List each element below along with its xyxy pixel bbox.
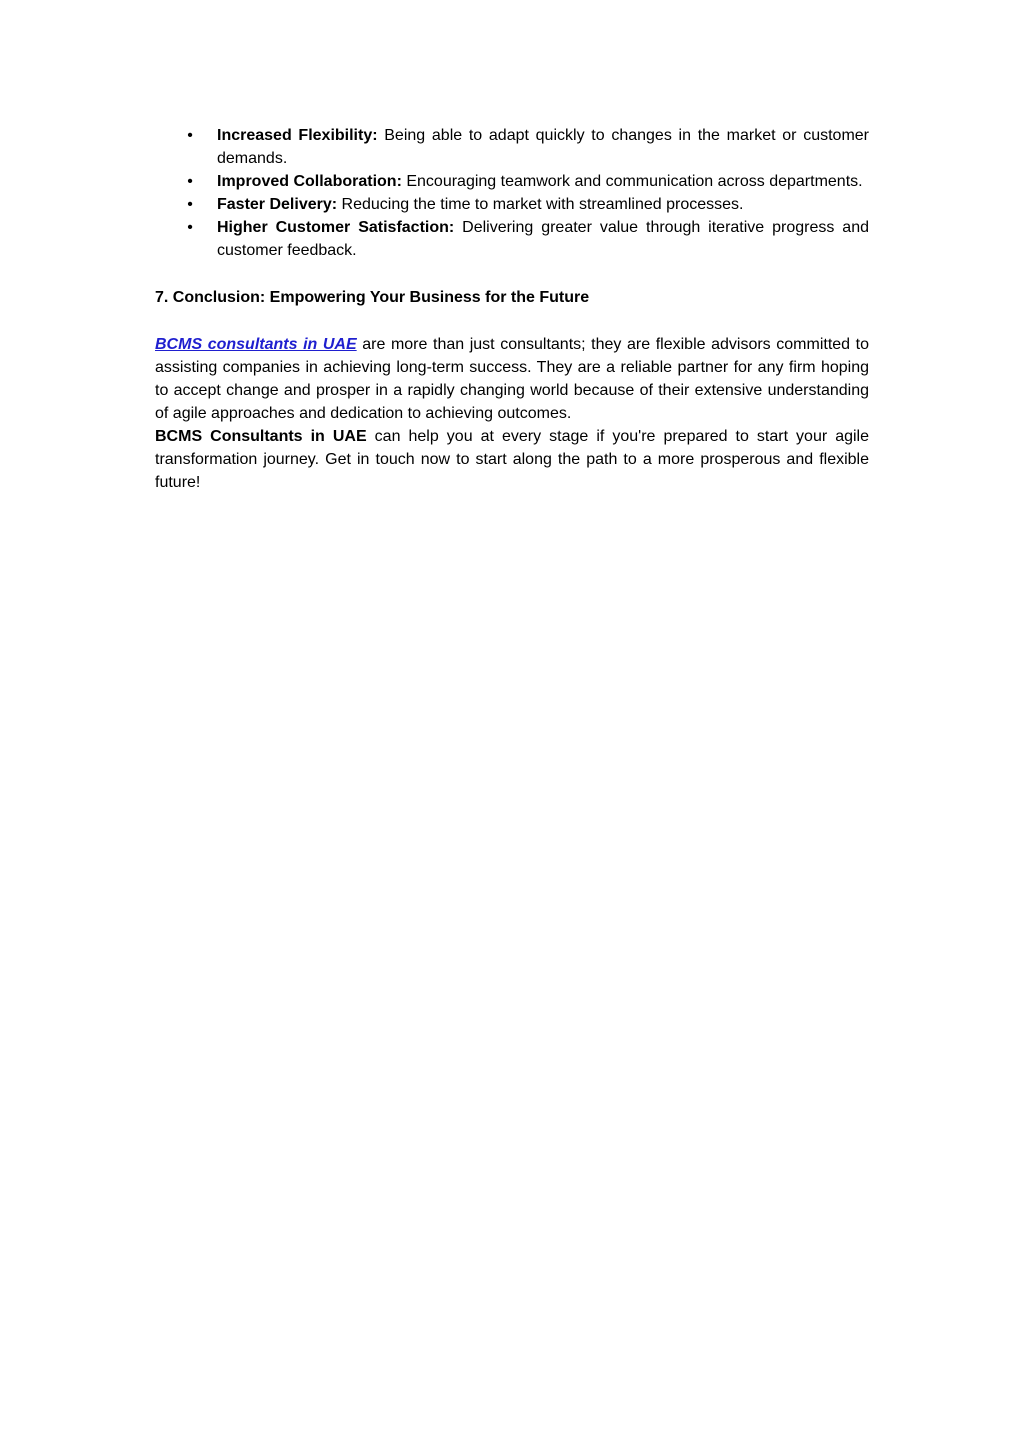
benefit-title: Faster Delivery: [217, 196, 338, 213]
list-item [155, 124, 869, 170]
bullet-icon: • [187, 219, 193, 236]
cta-paragraph [155, 425, 869, 494]
benefit-title: Higher Customer Satisfaction: [217, 219, 455, 236]
bcms-consultants-link[interactable]: BCMS consultants in UAE [155, 336, 357, 353]
benefit-text: Delivering greater value through iterative progress and customer feedback. [217, 219, 869, 259]
benefit-text: Encouraging teamwork and communication across departments. [401, 173, 863, 190]
benefit-text: Being able to adapt quickly to changes in the market or customer demands. [217, 127, 869, 167]
benefit-text: Reducing the time to market with streamlined processes. [337, 196, 744, 213]
benefit-title: Improved Collaboration: [217, 173, 402, 190]
benefit-title: Increased Flexibility: [217, 127, 378, 144]
cta-bold-text: BCMS Consultants in UAE [155, 428, 367, 445]
list-item [155, 216, 869, 262]
list-item [155, 193, 869, 216]
cta-text: can help you at every stage if you're prepared to start your agile transformation journey. Get in touch now to start along the path to a more prosperous and flexible future! [155, 428, 870, 491]
bullet-icon: • [187, 196, 193, 213]
conclusion-paragraph [155, 333, 869, 425]
benefits-list [155, 124, 869, 262]
list-item [155, 170, 869, 193]
conclusion-text: are more than just consultants; they are flexible advisors committed to assisting companies in achieving long-term success. They are a reliable partner for any firm hoping to accept change and prosper in a rapidly changing world because of their extensive understanding of agile approaches and dedication to achieving outcomes. [155, 336, 869, 422]
document-page [155, 124, 869, 494]
bullet-icon: • [187, 127, 193, 144]
bullet-icon: • [187, 173, 193, 190]
section-heading: 7. Conclusion: Empowering Your Business for the Future [155, 289, 590, 306]
